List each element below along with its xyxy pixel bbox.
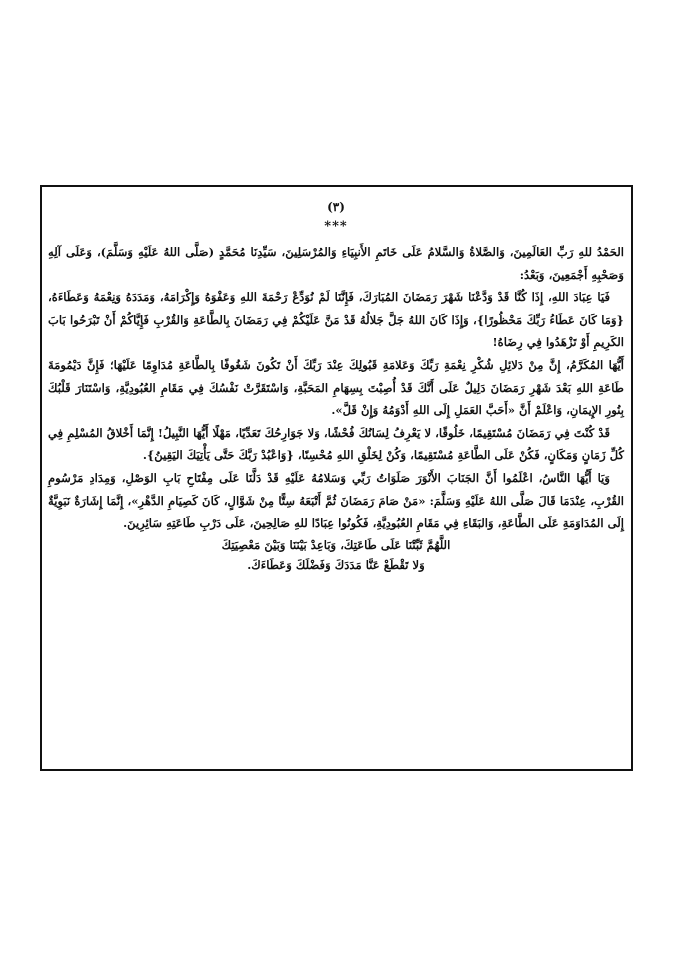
section-separator: *** [324,219,348,234]
closing-prayer-line-1: اللَّهُمَّ ثَبِّتْنَا عَلَى طَاعَتِكَ، وَبَاعِدْ بَيْنَنَا وَبَيْنَ مَعْصِيَتِكَ [221,537,451,552]
paragraph-steadfast-character: قَدْ كُنْتَ فِي رَمَضَانَ مُسْتَقِيمًا، خَلُوقًا، لا يَعْرِفُ لِسَانُكَ فُحْشًا، وَلا جَوَارِحُكَ تَعَدِّيًا، مَهْلًا أَيُّهَا النَّبِيلُ! إِنَّمَا أَخْلاقُ المُسْلِمِ فِي كُلِّ زَمَانٍ وَمَكَانٍ، فَكُنْ عَلَى الطَّاعَةِ مُسْتَقِيمًا، وَكُنْ لِخَلْقِ اللهِ مُحْسِنًا، {وَاعْبُدْ رَبَّكَ حَتَّى يَأْتِيَكَ اليَقِينُ}. [48,425,624,463]
closing-prayer-line-2: وَلا تَقْطَعْ عَنَّا مَدَدَكَ وَفَضْلَكَ وَعَطَاءَكَ. [247,557,425,572]
page-number: (٣) [327,200,345,214]
paragraph-signs-of-acceptance: أَيُّهَا المُكَرَّمُ، إِنَّ مِنْ دَلائِلِ شُكْرِ نِعْمَةِ رَبِّكَ وَعَلامَةِ قَبُولِكَ عِنْدَ رَبِّكَ أَنْ تَكُونَ شَغُوفًا بِالطَّاعَةِ مُدَاوِمًا عَلَيْهَا؛ فَإِنَّ دَيْمُومَةَ طَاعَةِ اللهِ بَعْدَ شَهْرِ رَمَضَانَ دَلِيلٌ عَلَى أَنَّكَ قَدْ أُصِبْتَ بِسِهَامِ المَحَبَّةِ، وَاسْتَقَرَّتْ نَفْسُكَ فِي مَقَامِ العُبُودِيَّةِ، وَاسْتَنَارَ قَلْبُكَ بِنُورِ الإِيمَانِ، وَاعْلَمْ أَنَّ «أَحَبَّ العَمَلِ إِلَى اللهِ أَدْوَمُهُ وَإِنْ قَلَّ». [48,357,624,418]
paragraph-farewell-ramadan: فَيَا عِبَادَ اللهِ، إِذَا كُنَّا قَدْ وَدَّعْنَا شَهْرَ رَمَضَانَ المُبَارَكَ، فَإِنَّنَا لَمْ نُوَدِّعْ رَحْمَةَ اللهِ وَعَفْوَهُ وَإِكْرَامَهُ، وَمَدَدَهُ وَنِعْمَهُ وَعَطَاءَهُ، {وَمَا كَانَ عَطَاءُ رَبِّكَ مَحْظُورًا}، وَإِذَا كَانَ اللهُ جَلَّ جَلالُهُ قَدْ مَنَّ عَلَيْكُمْ فِي رَمَضَانَ بِالطَّاعَةِ وَالقُرْبِ فَإِيَّاكُمْ أَنْ تَبْرَحُوا بَابَ الكَرِيمِ أَوْ تَزْهَدُوا فِي رِضَاهُ! [48,290,624,350]
sermon-body [48,197,624,575]
paragraph-six-days-shawwal: وَيَا أَيُّهَا النَّاسُ، اعْلَمُوا أَنَّ الجَنَابَ الأَنْوَرَ صَلَوَاتُ رَبِّي وَسَلامُهُ عَلَيْهِ قَدْ دَلَّنَا عَلَى مِفْتَاحِ بَابِ الوَصْلِ، وَمِدَادِ مَرْسُومِ القُرْبِ، عِنْدَمَا قَالَ صَلَّى اللهُ عَلَيْهِ وَسَلَّمَ: «مَنْ صَامَ رَمَضَانَ ثُمَّ أَتْبَعَهُ سِتًّا مِنْ شَوَّالٍ، كَانَ كَصِيَامِ الدَّهْرِ»، إِنَّمَا إِشَارَةٌ نَبَوِيَّةٌ إِلَى المُدَاوَمَةِ عَلَى الطَّاعَةِ، وَالبَقَاءِ فِي مَقَامِ العُبُودِيَّةِ، فَكُونُوا عِبَادًا للهِ صَالِحِينَ، عَلَى دَرْبِ طَاعَتِهِ سَائِرِينَ. [48,470,624,531]
opening-paragraph: الحَمْدُ للهِ رَبِّ العَالَمِينَ، وَالصَّلاةُ وَالسَّلامُ عَلَى خَاتَمِ الأَنبِيَاءِ وَالمُرْسَلِينَ، سَيِّدِنَا مُحَمَّدٍ (صَلَّى اللهُ عَلَيْهِ وَسَلَّمَ)، وَعَلَى آلِهِ وَصَحْبِهِ أَجْمَعِينَ، وَبَعْدُ: [48,245,624,282]
